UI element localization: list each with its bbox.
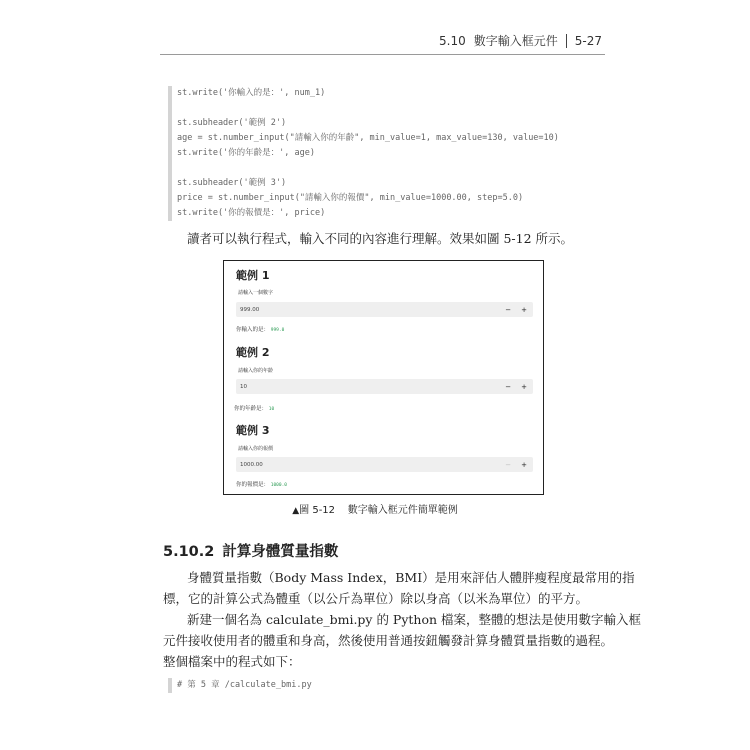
body-paragraph: 新建一個名為 calculate_bmi.py 的 Python 檔案，整體的想法是使用數字輸入框 元件接收使用者的體重和身高，然後使用普通按鈕觸發計算身體質量指數的過程。 整個檔案中的程式如下： (163, 612, 642, 669)
decrement-button[interactable]: − (505, 305, 512, 314)
number-input-value: 10 (240, 383, 247, 390)
header-separator (566, 34, 567, 48)
header-rule (160, 54, 605, 55)
increment-button[interactable]: + (521, 460, 527, 469)
figure-screenshot (223, 260, 544, 495)
intro-paragraph: 讀者可以執行程式，輸入不同的內容進行理解。效果如圖 5-12 所示。 (187, 231, 574, 246)
caption-triangle-icon: ▲ (292, 506, 300, 516)
increment-button[interactable]: + (521, 382, 527, 391)
example-heading: 範例 1 (236, 269, 270, 282)
number-input-value: 999.00 (240, 306, 260, 313)
code-line (177, 101, 617, 116)
output-text: 你輸入的是： 999.0 (236, 327, 285, 333)
figure-caption (0, 501, 750, 516)
header-section-number: 5.10 (439, 33, 466, 48)
number-input-value: 1000.00 (240, 461, 263, 468)
output-value: 999.0 (270, 328, 285, 333)
code-block (168, 678, 617, 693)
input-label: 請輸入你的年齡 (238, 368, 274, 374)
section-heading (163, 540, 338, 561)
code-line: st.subheader('範例 3') (177, 178, 287, 188)
number-input[interactable] (236, 379, 533, 394)
code-line: price = st.number_input("請輸入你的報價", min_value=1000.00, step=5.0) (177, 193, 524, 203)
code-line: st.subheader('範例 2') (177, 118, 287, 128)
number-input[interactable] (236, 302, 533, 317)
code-line: age = st.number_input("請輸入你的年齡", min_value=1, max_value=130, value=10) (177, 133, 559, 143)
code-line: st.write('你的年齡是：', age) (177, 148, 315, 158)
output-value: 10 (268, 407, 275, 412)
output-value: 1000.0 (270, 483, 288, 488)
running-header (439, 32, 602, 49)
example-heading: 範例 3 (236, 424, 270, 437)
output-text: 你的年齡是： 10 (234, 406, 275, 412)
output-text: 你的報價是： 1000.0 (236, 482, 288, 488)
increment-button[interactable]: + (521, 305, 527, 314)
caption-text: 數字輸入框元件簡單範例 (347, 505, 458, 516)
code-block (168, 86, 617, 221)
section-number: 5.10.2 (163, 544, 215, 560)
code-line: st.write('你的報價是：', price) (177, 208, 326, 218)
example-heading: 範例 2 (236, 346, 270, 359)
section-title: 計算身體質量指數 (222, 544, 339, 560)
decrement-button[interactable]: − (505, 382, 512, 391)
header-title: 數字輸入框元件 (473, 34, 558, 48)
code-line (177, 161, 617, 176)
caption-label: 圖 5-12 (299, 505, 336, 516)
decrement-button[interactable]: − (505, 460, 512, 469)
page-number: 5-27 (574, 33, 602, 48)
number-input[interactable] (236, 457, 533, 472)
input-label: 請輸入你的報價 (238, 446, 274, 452)
code-line: # 第 5 章 /calculate_bmi.py (177, 680, 312, 690)
input-label: 請輸入一個數字 (238, 290, 274, 296)
body-paragraph: 身體質量指數（Body Mass Index，BMI）是用來評估人體胖瘦程度最常用的指 標，它的計算公式為體重（以公斤為單位）除以身高（以米為單位）的平方。 (163, 570, 635, 606)
code-line: st.write('你輸入的是：', num_1) (177, 88, 326, 98)
